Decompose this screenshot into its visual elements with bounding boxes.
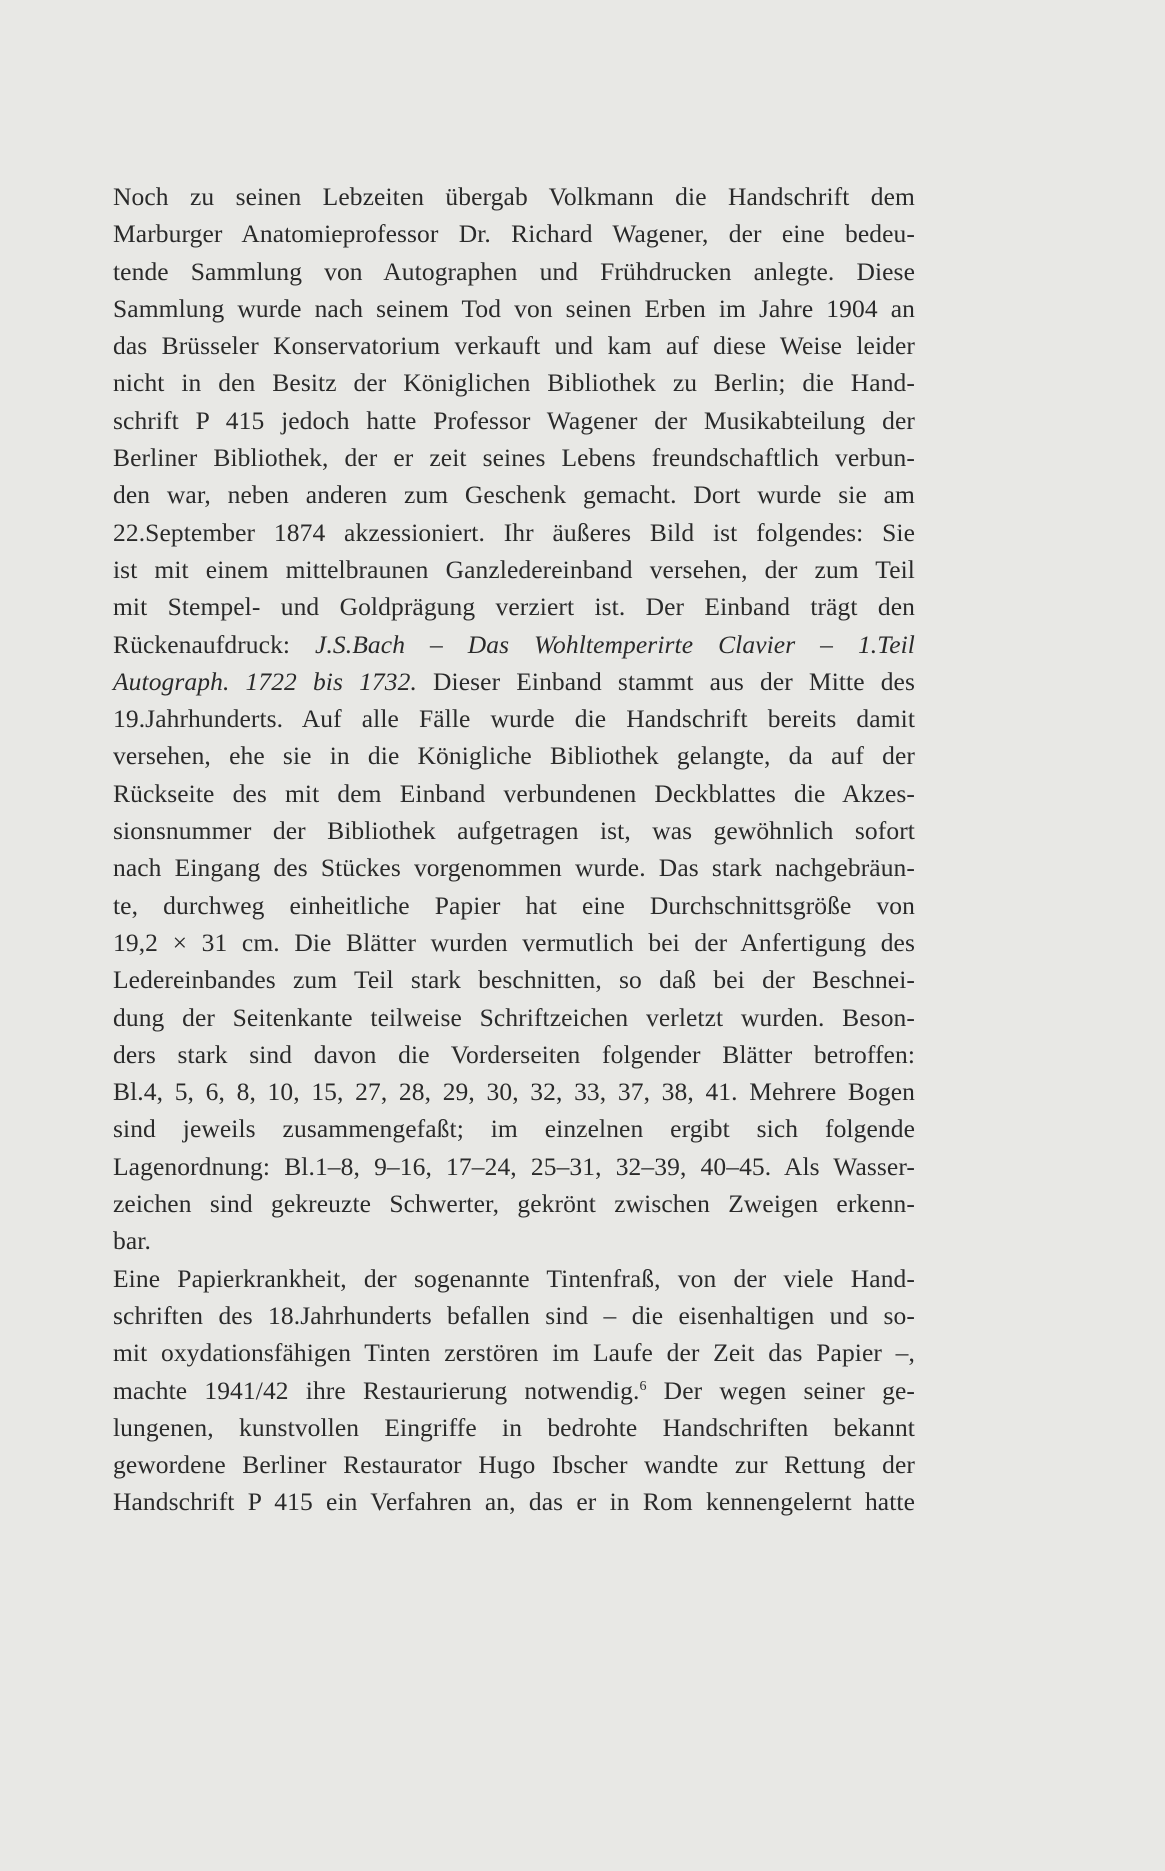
footnote-line-end: Der wegen seiner ge-	[646, 1375, 915, 1405]
paragraph-1	[113, 178, 915, 1260]
text-line: schrift P 415 jedoch hatte Professor Wagener der Musikabteilung der	[113, 405, 915, 435]
text-line: 22.September 1874 akzessioniert. Ihr äußeres Bild ist folgendes: Sie	[113, 517, 915, 547]
text-line: nicht in den Besitz der Königlichen Bibliothek zu Berlin; die Hand-	[113, 368, 915, 398]
text-line: schriften des 18.Jahrhunderts befallen sind – die eisenhaltigen und so-	[113, 1300, 915, 1330]
text-line: den war, neben anderen zum Geschenk gemacht. Dort wurde sie am	[113, 480, 915, 510]
text-line-spine-title	[113, 626, 915, 663]
text-line: Ledereinbandes zum Teil stark beschnitten, so daß bei der Beschnei-	[113, 965, 915, 995]
spine-title-italic: J.S.Bach – Das Wohltemperirte Clavier – 1.Teil	[315, 629, 915, 659]
text-line: Marburger Anatomieprofessor Dr. Richard Wagener, der eine bedeu-	[113, 219, 915, 249]
paragraph-2	[113, 1260, 915, 1521]
spine-label: Rückenaufdruck:	[113, 629, 316, 659]
text-line: nach Eingang des Stückes vorgenommen wurde. Das stark nachgebräun-	[113, 853, 915, 883]
text-line: mit oxydationsfähigen Tinten zerstören im Laufe der Zeit das Papier –,	[113, 1338, 915, 1368]
text-line: ist mit einem mittelbraunen Ganzledereinband versehen, der zum Teil	[113, 554, 915, 584]
text-line: Lagenordnung: Bl.1–8, 9–16, 17–24, 25–31, 32–39, 40–45. Als Wasser-	[113, 1151, 915, 1181]
text-line: sind jeweils zusammengefaßt; im einzelnen ergibt sich folgende	[113, 1114, 915, 1144]
text-line: Bl.4, 5, 6, 8, 10, 15, 27, 28, 29, 30, 32, 33, 37, 38, 41. Mehrere Bogen	[113, 1077, 915, 1107]
text-line: versehen, ehe sie in die Königliche Bibliothek gelangte, da auf der	[113, 741, 915, 771]
text-line: ders stark sind davon die Vorderseiten folgender Blätter betroffen:	[113, 1039, 915, 1069]
text-line: Sammlung wurde nach seinem Tod von seinen Erben im Jahre 1904 an	[113, 293, 915, 323]
text-line: tende Sammlung von Autographen und Frühdrucken anlegte. Diese	[113, 256, 915, 286]
text-line: te, durchweg einheitliche Papier hat eine Durchschnittsgröße von	[113, 890, 915, 920]
text-line-footnote	[113, 1372, 915, 1409]
footnote-line-start: machte 1941/42 ihre Restaurierung notwendig.	[113, 1375, 640, 1405]
text-line: bar.	[113, 1226, 151, 1256]
footnote-reference[interactable]: 6	[639, 1378, 647, 1394]
body-text	[113, 178, 915, 1521]
text-line: 19,2 × 31 cm. Die Blätter wurden vermutlich bei der Anfertigung des	[113, 927, 915, 957]
autograph-suffix: Dieser Einband stammt aus der Mitte des	[416, 666, 916, 696]
text-line: dung der Seitenkante teilweise Schriftzeichen verletzt wurden. Beson-	[113, 1002, 915, 1032]
text-line: Eine Papierkrankheit, der sogenannte Tintenfraß, von der viele Hand-	[113, 1263, 915, 1293]
text-line: 19.Jahrhunderts. Auf alle Fälle wurde die Handschrift bereits damit	[113, 704, 915, 734]
text-line: Rückseite des mit dem Einband verbundenen Deckblattes die Akzes-	[113, 778, 915, 808]
autograph-dates-italic: Autograph. 1722 bis 1732.	[113, 666, 417, 696]
text-line: mit Stempel- und Goldprägung verziert ist. Der Einband trägt den	[113, 592, 915, 622]
text-line-autograph	[113, 663, 915, 700]
text-line: gewordene Berliner Restaurator Hugo Ibscher wandte zur Rettung der	[113, 1450, 915, 1480]
text-line: Handschrift P 415 ein Verfahren an, das er in Rom kennengelernt hatte	[113, 1487, 915, 1517]
text-line: lungenen, kunstvollen Eingriffe in bedrohte Handschriften bekannt	[113, 1412, 915, 1442]
text-line: zeichen sind gekreuzte Schwerter, gekrönt zwischen Zweigen erkenn-	[113, 1189, 915, 1219]
text-line: Berliner Bibliothek, der er zeit seines Lebens freundschaftlich verbun-	[113, 443, 915, 473]
text-line: das Brüsseler Konservatorium verkauft und kam auf diese Weise leider	[113, 331, 915, 361]
text-line: sionsnummer der Bibliothek aufgetragen ist, was gewöhnlich sofort	[113, 816, 915, 846]
text-line: Noch zu seinen Lebzeiten übergab Volkmann die Handschrift dem	[113, 182, 915, 211]
